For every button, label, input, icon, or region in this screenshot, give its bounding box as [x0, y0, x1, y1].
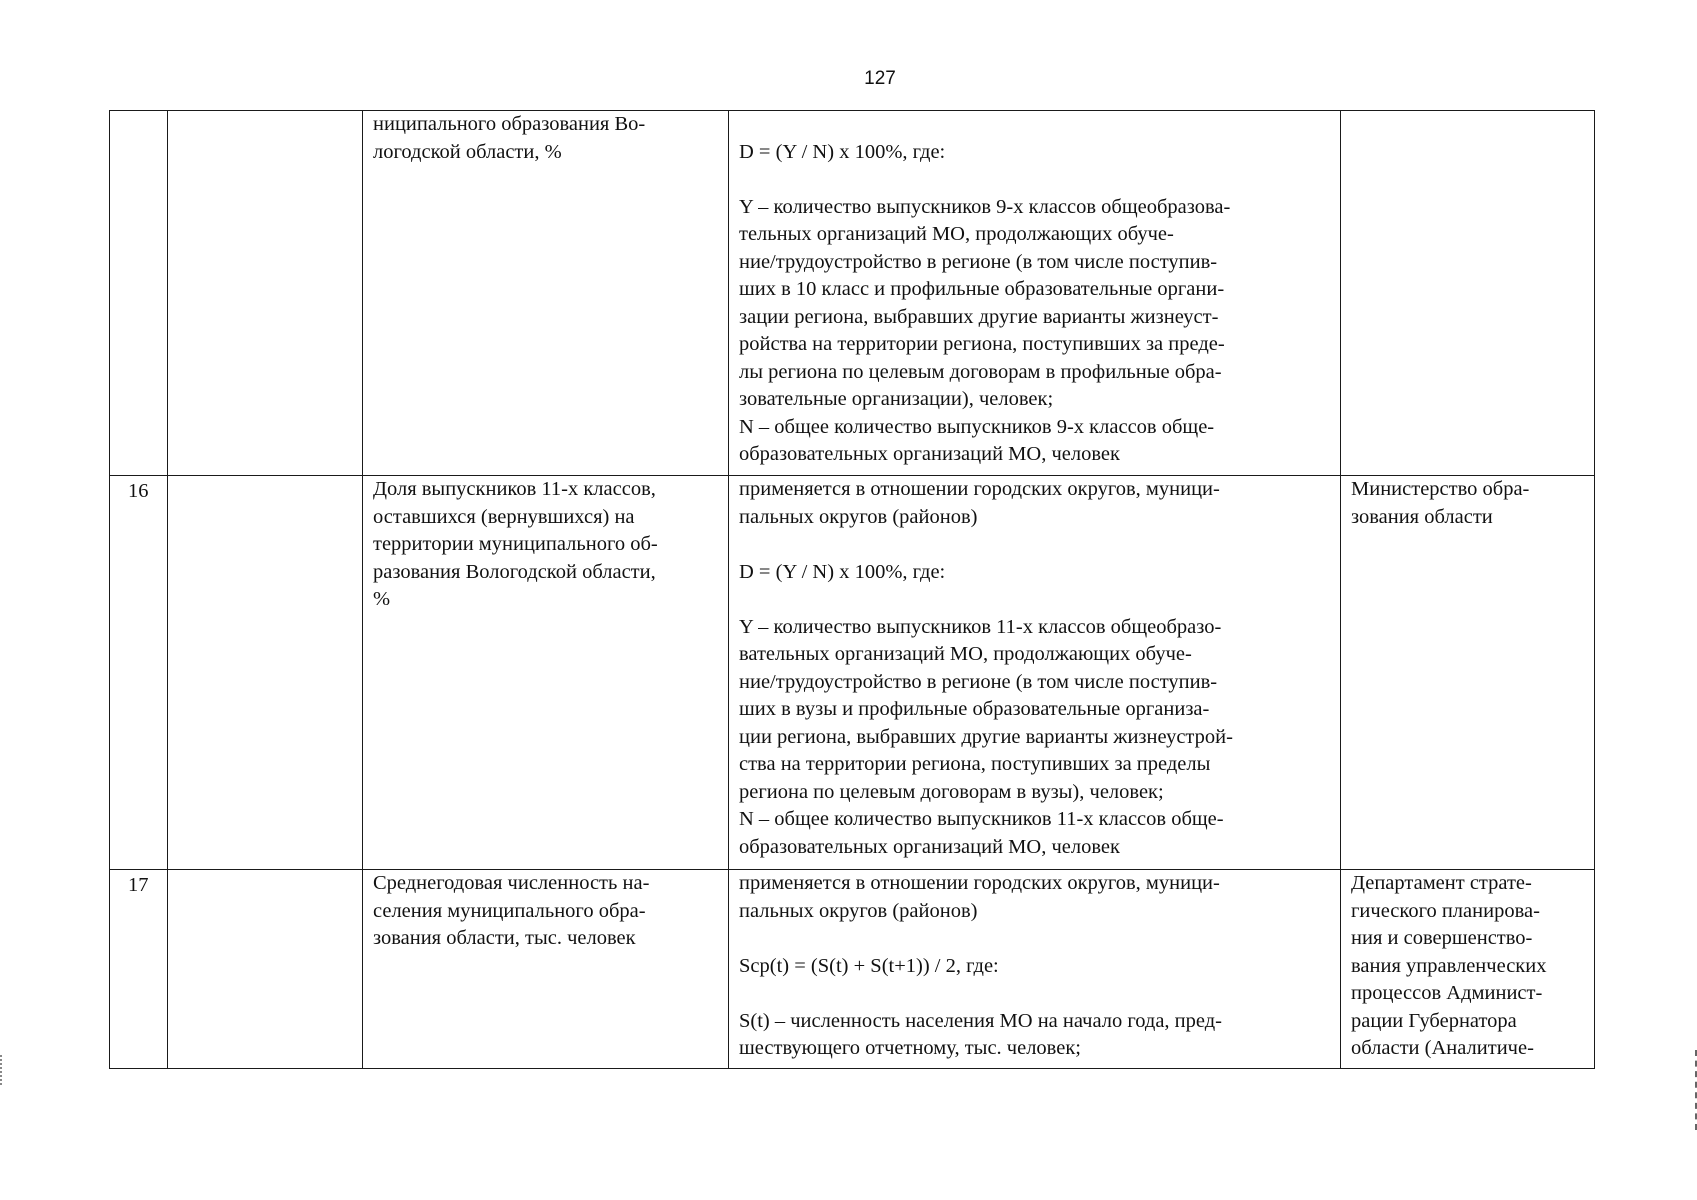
responsible-body-line: рации Губернатора [1351, 1009, 1517, 1032]
method-text-line: зовательные организации), человек; [739, 388, 1054, 410]
indicator-text-line: логодской области, % [373, 140, 562, 163]
responsible-body-line: процессов Админист- [1351, 982, 1543, 1004]
method-text-line: пальных округов (районов) [739, 505, 978, 528]
indicators-table [109, 110, 1595, 1069]
row-number-cell: 17 [110, 870, 168, 1069]
method-text-line: шествующего отчетному, тыс. человек; [739, 1037, 1081, 1059]
method-text-line [739, 925, 1330, 953]
method-text-line: ние/трудоустройство в регионе (в том числе поступив- [739, 250, 1218, 273]
table-row [110, 111, 1595, 476]
method-text-line: образовательных организаций МО, человек [739, 443, 1120, 465]
indicator-name-cell [363, 870, 729, 1069]
calculation-method-cell [729, 870, 1341, 1069]
responsible-body-cell [1341, 476, 1595, 870]
indicator-text-line: разования Вологодской области, [373, 560, 656, 583]
table-row [110, 870, 1595, 1069]
responsible-body-line: Департамент страте- [1351, 872, 1532, 894]
responsible-body-line: ния и совершенство- [1351, 927, 1533, 949]
responsible-body-cell [1341, 870, 1595, 1069]
method-text-line: ших в 10 класс и профильные образовательные органи- [739, 278, 1225, 300]
method-text-line: применяется в отношении городских округов, муници- [739, 478, 1220, 500]
responsible-body-line: зования области [1351, 505, 1493, 528]
method-text-line: применяется в отношении городских округов, муници- [739, 872, 1220, 894]
method-text-line: ции региона, выбравших другие варианты жизнеустрой- [739, 725, 1233, 748]
method-text-line: Y – количество выпускников 11-х классов общеобразо- [739, 615, 1222, 638]
method-text-line: региона по целевым договорам в вузы), человек; [739, 780, 1164, 803]
indicator-text-line: % [373, 588, 391, 610]
method-text-line [739, 586, 1330, 614]
indicator-text-line: ниципального образования Во- [373, 113, 646, 135]
formula-line: D = (Y / N) x 100%, где: [739, 140, 946, 163]
row-number-cell [110, 111, 168, 476]
calculation-method-cell [729, 111, 1341, 476]
method-text-line: тельных организаций МО, продолжающих обуче- [739, 223, 1174, 245]
indicator-name-cell [363, 111, 729, 476]
row-number-cell: 16 [110, 476, 168, 870]
method-text-line [739, 531, 1330, 559]
indicator-text-line: селения муниципального обра- [373, 899, 646, 922]
responsible-body-line: Министерство обра- [1351, 478, 1530, 500]
scan-edge-mark [0, 1055, 16, 1085]
method-text-line [739, 166, 1330, 194]
method-text-line: S(t) – численность населения МО на начало года, пред- [739, 1009, 1222, 1032]
scan-edge-mark [1691, 1050, 1697, 1130]
method-text-line: образовательных организаций МО, человек [739, 835, 1120, 858]
table-row [110, 476, 1595, 870]
method-text-line: ших в вузы и профильные образовательные организа- [739, 698, 1210, 720]
method-text-line: Y – количество выпускников 9-х классов общеобразова- [739, 195, 1231, 218]
responsible-body-line: гического планирова- [1351, 899, 1540, 922]
group-cell [168, 111, 363, 476]
responsible-body-line: вания управленческих [1351, 954, 1547, 977]
method-text-line: ройства на территории региона, поступивших за преде- [739, 333, 1225, 355]
method-text-line: лы региона по целевым договорам в профильные обра- [739, 360, 1222, 383]
method-text-line: N – общее количество выпускников 9-х классов обще- [739, 415, 1215, 438]
group-cell [168, 870, 363, 1069]
indicator-text-line: Доля выпускников 11-х классов, [373, 478, 656, 500]
responsible-body-line: области (Аналитиче- [1351, 1037, 1534, 1059]
indicator-text-line: Среднегодовая численность на- [373, 872, 650, 894]
indicator-name-cell [363, 476, 729, 870]
formula-line: Scp(t) = (S(t) + S(t+1)) / 2, где: [739, 954, 999, 977]
method-text-line: пальных округов (районов) [739, 899, 978, 922]
formula-line: D = (Y / N) x 100%, где: [739, 560, 946, 583]
indicator-text-line: зования области, тыс. человек [373, 927, 636, 949]
page-number: 127 [864, 68, 896, 89]
method-text-line: ние/трудоустройство в регионе (в том числе поступив- [739, 670, 1218, 693]
method-text-line: N – общее количество выпускников 11-х классов обще- [739, 808, 1224, 830]
indicator-text-line: оставшихся (вернувшихся) на [373, 505, 635, 528]
group-cell [168, 476, 363, 870]
indicator-text-line: территории муниципального об- [373, 533, 658, 555]
method-text-line: ства на территории региона, поступивших за пределы [739, 753, 1211, 775]
calculation-method-cell [729, 476, 1341, 870]
method-text-line: вательных организаций МО, продолжающих обуче- [739, 643, 1192, 665]
method-text-line: зации региона, выбравших другие варианты жизнеуст- [739, 305, 1219, 328]
method-text-line [739, 111, 1330, 139]
responsible-body-cell [1341, 111, 1595, 476]
method-text-line [739, 980, 1330, 1008]
